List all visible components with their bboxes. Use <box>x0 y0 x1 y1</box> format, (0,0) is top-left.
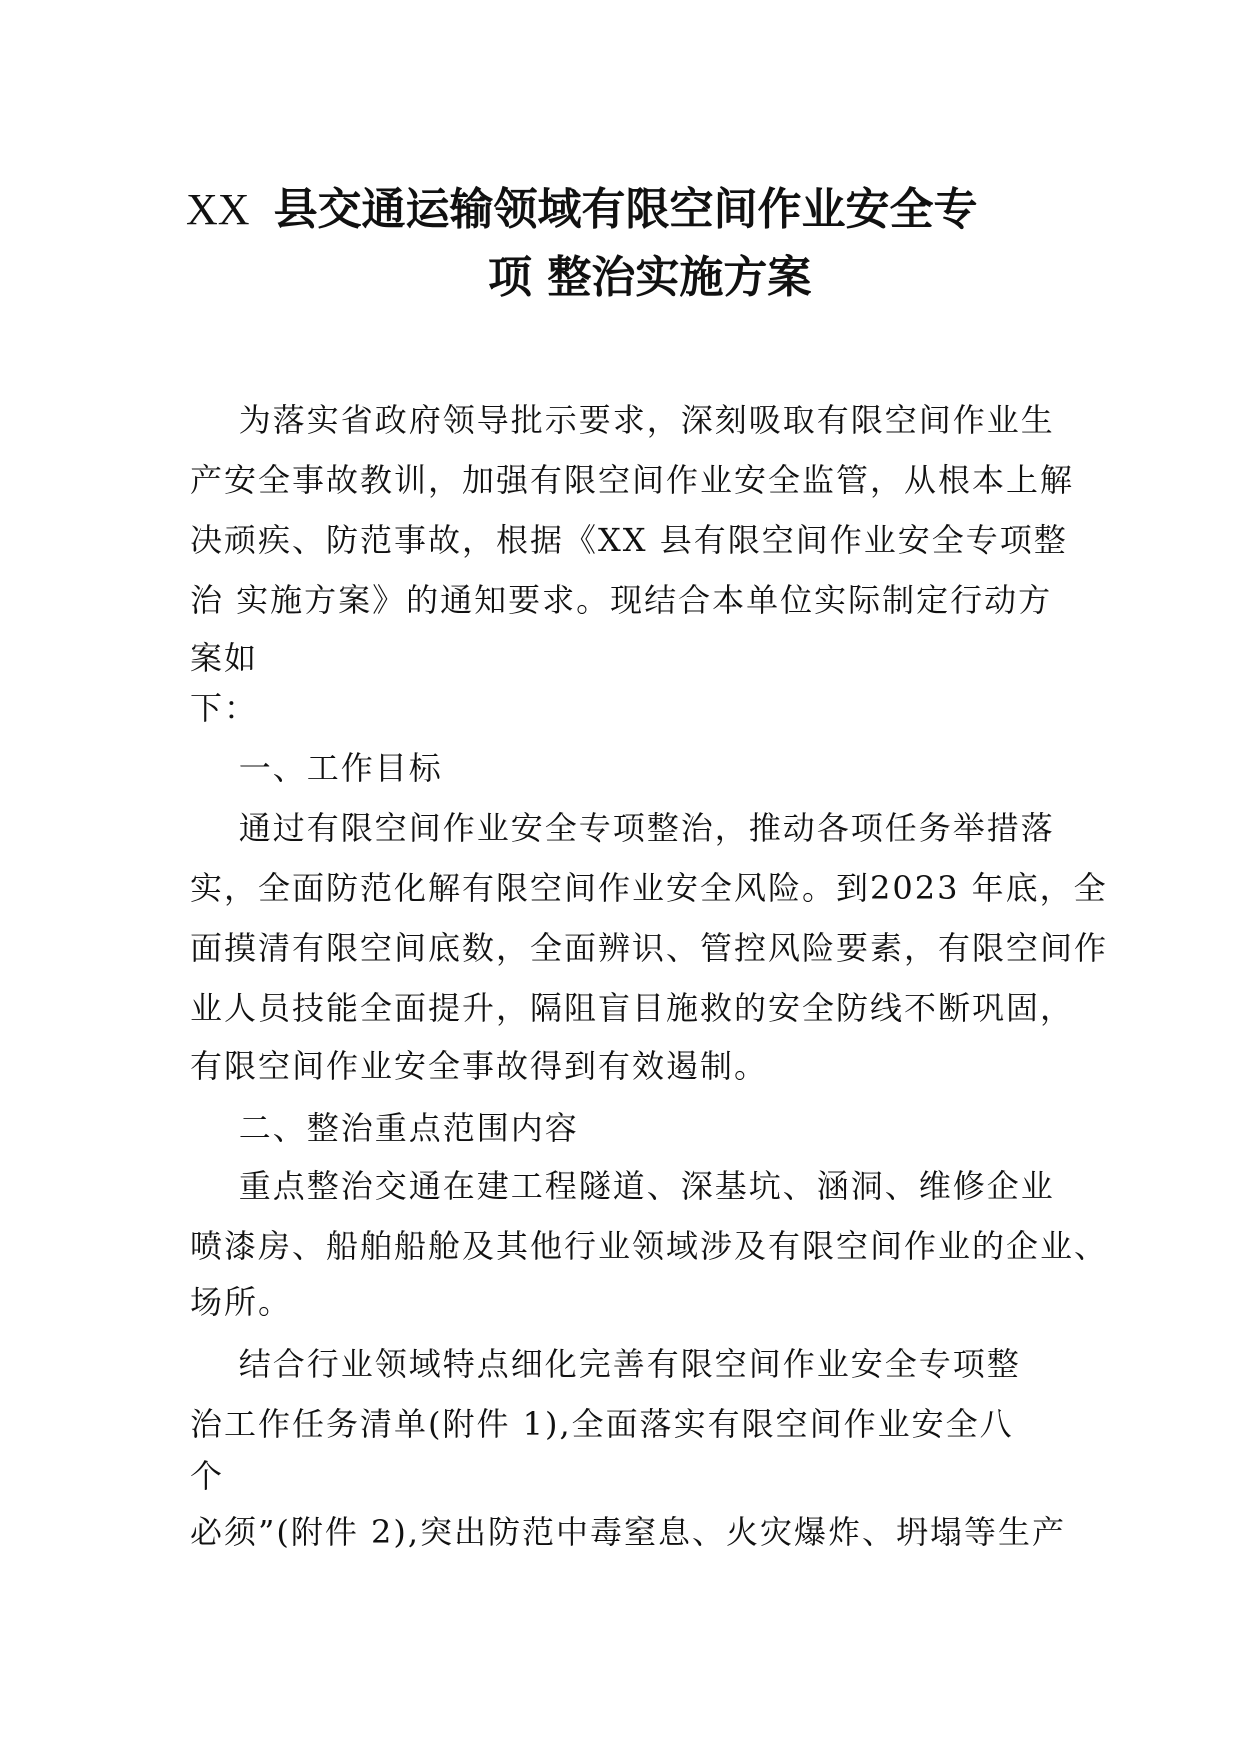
body-line: 决顽疾、防范事故，根据《XX 县有限空间作业安全专项整 <box>190 521 1068 559</box>
section-heading: 二、整治重点范围内容 <box>190 1109 579 1147</box>
document-title-line-2: 项 整治实施方案 <box>488 252 812 303</box>
body-line: 重点整治交通在建工程隧道、深基坑、涵洞、维修企业 <box>190 1167 1055 1205</box>
body-line: 治 实施方案》的通知要求。现结合本单位实际制定行动方 <box>190 581 1053 619</box>
body-line: 通过有限空间作业安全专项整治，推动各项任务举措落 <box>190 809 1055 847</box>
body-line: 喷漆房、船舶船舱及其他行业领域涉及有限空间作业的企业、 <box>190 1227 1109 1265</box>
section-heading: 一、工作目标 <box>190 749 443 787</box>
body-line: 为落实省政府领导批示要求，深刻吸取有限空间作业生 <box>190 401 1055 439</box>
title-county-prefix: XX <box>186 185 250 234</box>
body-line: 业人员技能全面提升，隔阻盲目施救的安全防线不断巩固， <box>190 989 1075 1027</box>
body-line: 结合行业领域特点细化完善有限空间作业安全专项整 <box>190 1345 1021 1383</box>
body-line: 案如 <box>190 639 259 677</box>
body-line: 场所。 <box>190 1283 293 1321</box>
body-line: 实，全面防范化解有限空间作业安全风险。到2023 年底，全 <box>190 869 1108 907</box>
body-line: 产安全事故教训，加强有限空间作业安全监管，从根本上解 <box>190 461 1075 499</box>
body-line: 下： <box>190 689 259 727</box>
body-line: 面摸清有限空间底数，全面辨识、管控风险要素，有限空间作 <box>190 929 1109 967</box>
body-line: 治工作任务清单(附件 1),全面落实有限空间作业安全八 <box>190 1405 1014 1443</box>
body-line: 必须”(附件 2),突出防范中毒窒息、火灾爆炸、坍塌等生产 <box>190 1513 1067 1551</box>
document-title-line-1 <box>0 180 1240 240</box>
title-main-text: 县交通运输领域有限空间作业安全专 <box>273 184 978 235</box>
body-line: 有限空间作业安全事故得到有效遏制。 <box>190 1047 769 1085</box>
body-line: 个 <box>190 1457 225 1495</box>
